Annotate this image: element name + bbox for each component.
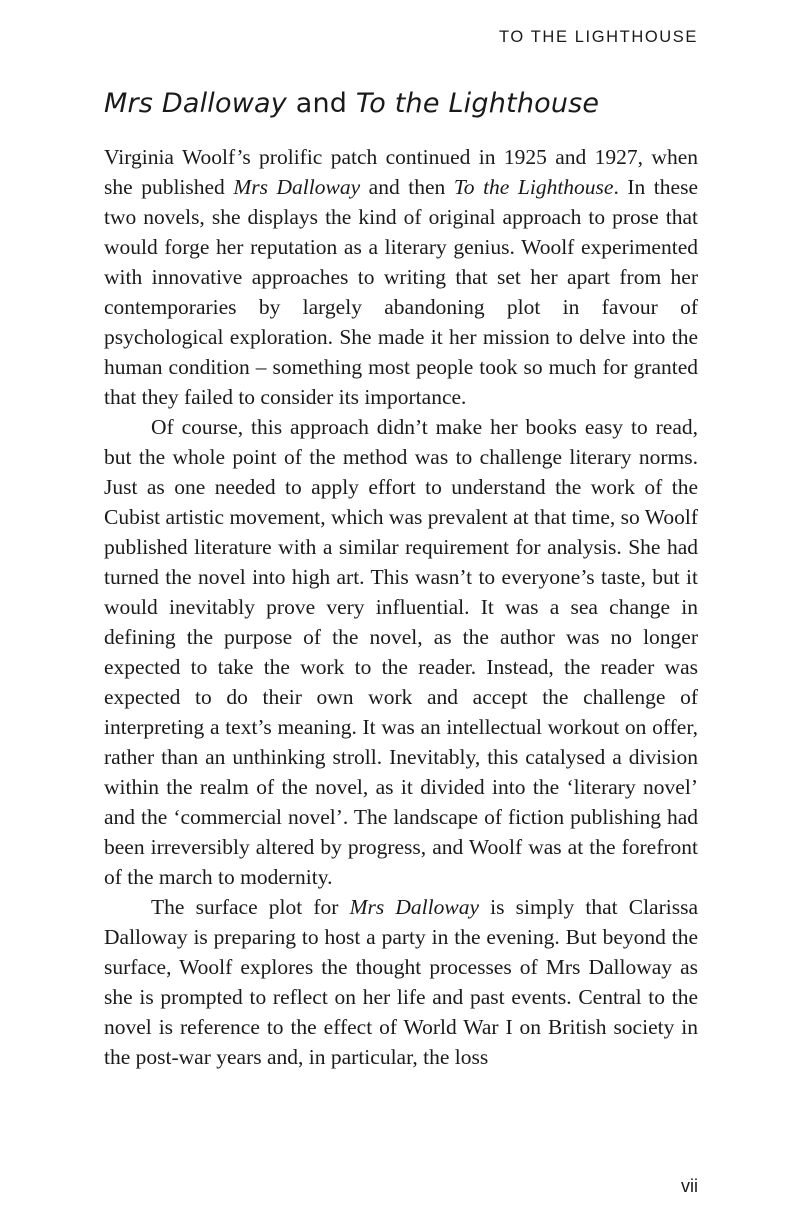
- paragraph-2: Of course, this approach didn’t make her books easy to read, but the whole point of the method was to challenge literary norms. Just as one needed to apply effort to understand the work of the Cubist artistic movement, which was prevalent at that time, so Woolf published literature with a similar requirement for analysis. She had turned the novel into high art. This wasn’t to everyone’s taste, but it would inevitably prove very influential. It was a sea change in defining the purpose of the novel, as the author was no longer expected to take the work to the reader. Instead, the reader was expected to do their own work and accept the challenge of interpreting a text’s meaning. It was an intellectual workout on offer, rather than an unthinking stroll. Inevitably, this catalysed a division within the realm of the novel, as it divided into the ‘literary novel’ and the ‘commercial novel’. The landscape of fiction publishing had been irreversibly altered by progress, and Woolf was at the forefront of the march to modernity.: [104, 415, 698, 889]
- chapter-title: [104, 88, 599, 119]
- paragraph-1-title-to-the-lighthouse: To the Lighthouse: [453, 175, 614, 199]
- paragraph-3: [104, 892, 698, 1072]
- paragraph-3-text-a: The surface plot for: [151, 895, 350, 919]
- chapter-title-work-2: To the Lighthouse: [355, 88, 600, 119]
- paragraph-3-text-b: is simply that Clarissa Dalloway is preparing to host a party in the evening. But beyond the surface, Woolf explores the thought processes of Mrs Dalloway as she is prompted to reflect on her life and past events. Central to the novel is reference to the effect of World War I on British society in the post-war years and, in particular, the loss: [104, 895, 698, 1069]
- page-number: vii: [681, 1176, 698, 1196]
- paragraph-1: [104, 142, 698, 412]
- running-head: TO THE LIGHTHOUSE: [499, 28, 698, 46]
- chapter-title-conjunction: and: [286, 88, 356, 119]
- chapter-title-work-1: Mrs Dalloway: [104, 88, 287, 119]
- paragraph-1-text-a: Virginia Woolf’s prolific patch continued in 1925 and 1927, when she published: [104, 145, 698, 199]
- body-text: [104, 142, 698, 1072]
- paragraph-3-title-mrs-dalloway: Mrs Dalloway: [349, 895, 480, 919]
- paragraph-1-text-b: and then: [360, 175, 454, 199]
- paragraph-1-title-mrs-dalloway: Mrs Dalloway: [233, 175, 361, 199]
- paragraph-1-text-c: . In these two novels, she displays the kind of original approach to prose that would forge her reputation as a literary genius. Woolf experimented with innovative approaches to writing that set her apart from her contemporaries by largely abandoning plot in favour of psychological exploration. She made it her mission to delve into the human condition – something most people took so much for granted that they failed to consider its importance.: [104, 175, 698, 409]
